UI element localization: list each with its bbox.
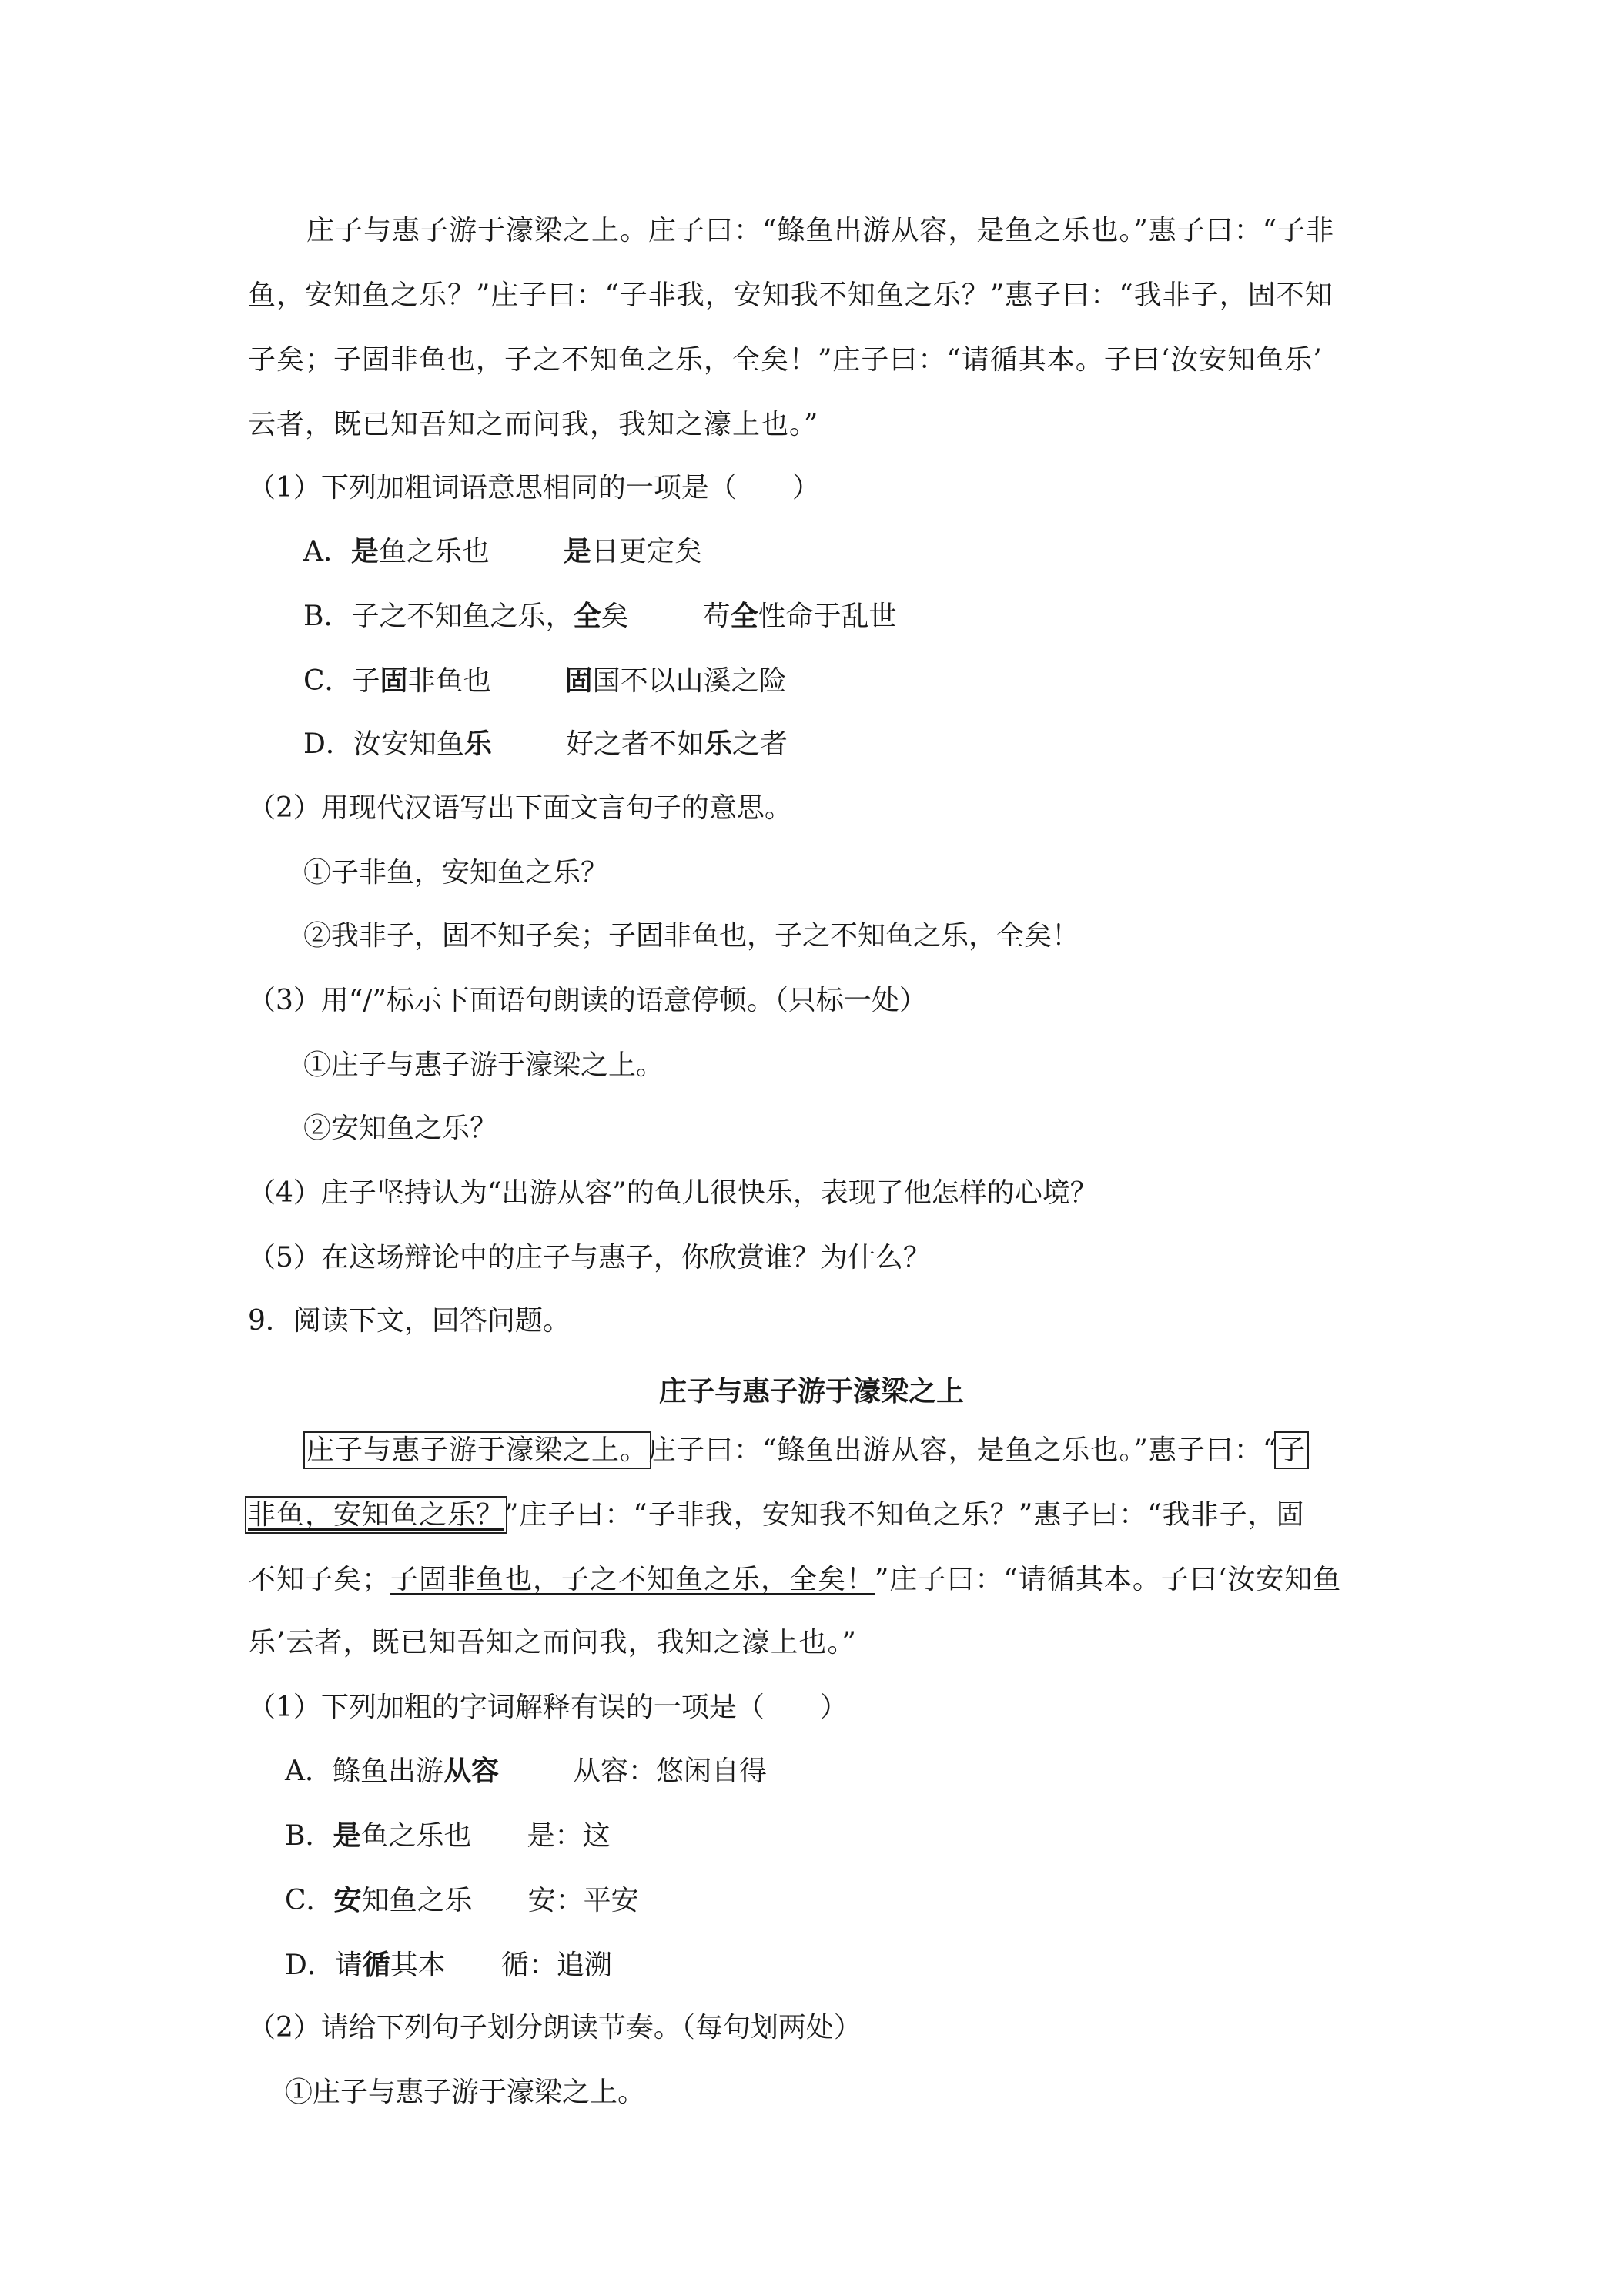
sub-item: ①庄子与惠子游于濠梁之上。 (303, 1049, 664, 1081)
option-a: A．鲦鱼出游从容 从容：悠闲自得 (285, 1755, 768, 1787)
passage-line: 庄子与惠子游于濠梁之上。庄子曰：“鲦鱼出游从容，是鱼之乐也。”惠子曰：“子 (306, 1434, 1307, 1466)
sub-item: ①子非鱼，安知鱼之乐？ (303, 857, 609, 889)
option-d: D．请循其本 循：追溯 (285, 1949, 612, 1981)
passage-line: 子矣；子固非鱼也，子之不知鱼之乐，全矣！”庄子曰：“请循其本。子曰‘汝安知鱼乐’ (248, 344, 1323, 376)
option-d: D．汝安知鱼乐 好之者不如乐之者 (303, 728, 788, 760)
boxed-sentence: 庄子与惠子游于濠梁之上。 (306, 1434, 649, 1466)
option-b: B．子之不知鱼之乐，全矣 苟全性命于乱世 (303, 600, 897, 632)
question-2: （2）请给下列句子划分朗读节奏。（每句划两处） (248, 2012, 862, 2043)
question-4: （4）庄子坚持认为“出游从容”的鱼儿很快乐，表现了他怎样的心境？ (248, 1177, 1098, 1209)
question-2: （2）用现代汉语写出下面文言句子的意思。 (248, 792, 792, 824)
question-1: （1）下列加粗词语意思相同的一项是（ ） (248, 472, 820, 504)
boxed-sentence: 子 (1277, 1434, 1307, 1466)
question-3: （3）用“/”标示下面语句朗读的语意停顿。（只标一处） (248, 985, 927, 1016)
option-b: B．是鱼之乐也 是：这 (285, 1819, 611, 1852)
question-9-heading: 9．阅读下文，回答问题。 (248, 1305, 571, 1337)
option-c: C．子固非鱼也 固国不以山溪之险 (303, 664, 787, 697)
boxed-sentence: 非鱼，安知鱼之乐？ (248, 1499, 505, 1531)
passage-line: 云者，既已知吾知之而问我，我知之濠上也。” (248, 409, 819, 440)
passage-line: 鱼，安知鱼之乐？”庄子曰：“子非我，安知我不知鱼之乐？”惠子曰：“我非子，固不知 (248, 279, 1334, 311)
underlined-sentence: 子固非鱼也，子之不知鱼之乐，全矣！ (390, 1564, 875, 1595)
passage-line: 不知子矣；子固非鱼也，子之不知鱼之乐，全矣！”庄子曰：“请循其本。子曰‘汝安知鱼 (248, 1564, 1342, 1595)
question-5: （5）在这场辩论中的庄子与惠子，你欣赏谁？为什么？ (248, 1242, 931, 1274)
sub-item: ①庄子与惠子游于濠梁之上。 (285, 2077, 646, 2108)
passage-line: 庄子与惠子游于濠梁之上。庄子曰：“鲦鱼出游从容，是鱼之乐也。”惠子曰：“子非 (306, 215, 1335, 246)
option-c: C．安知鱼之乐 安：平安 (285, 1884, 639, 1916)
option-a: A．是鱼之乐也 是日更定矣 (303, 535, 703, 567)
sub-item: ②安知鱼之乐？ (303, 1113, 498, 1144)
passage-line: 非鱼，安知鱼之乐？”庄子曰：“子非我，安知我不知鱼之乐？”惠子曰：“我非子，固 (248, 1499, 1305, 1531)
passage-line: 乐’云者，既已知吾知之而问我，我知之濠上也。” (248, 1627, 857, 1658)
sub-item: ②我非子，固不知子矣；子固非鱼也，子之不知鱼之乐，全矣！ (303, 920, 1080, 952)
passage-title: 庄子与惠子游于濠梁之上 (658, 1375, 964, 1407)
question-1: （1）下列加粗的字词解释有误的一项是（ ） (248, 1692, 848, 1723)
